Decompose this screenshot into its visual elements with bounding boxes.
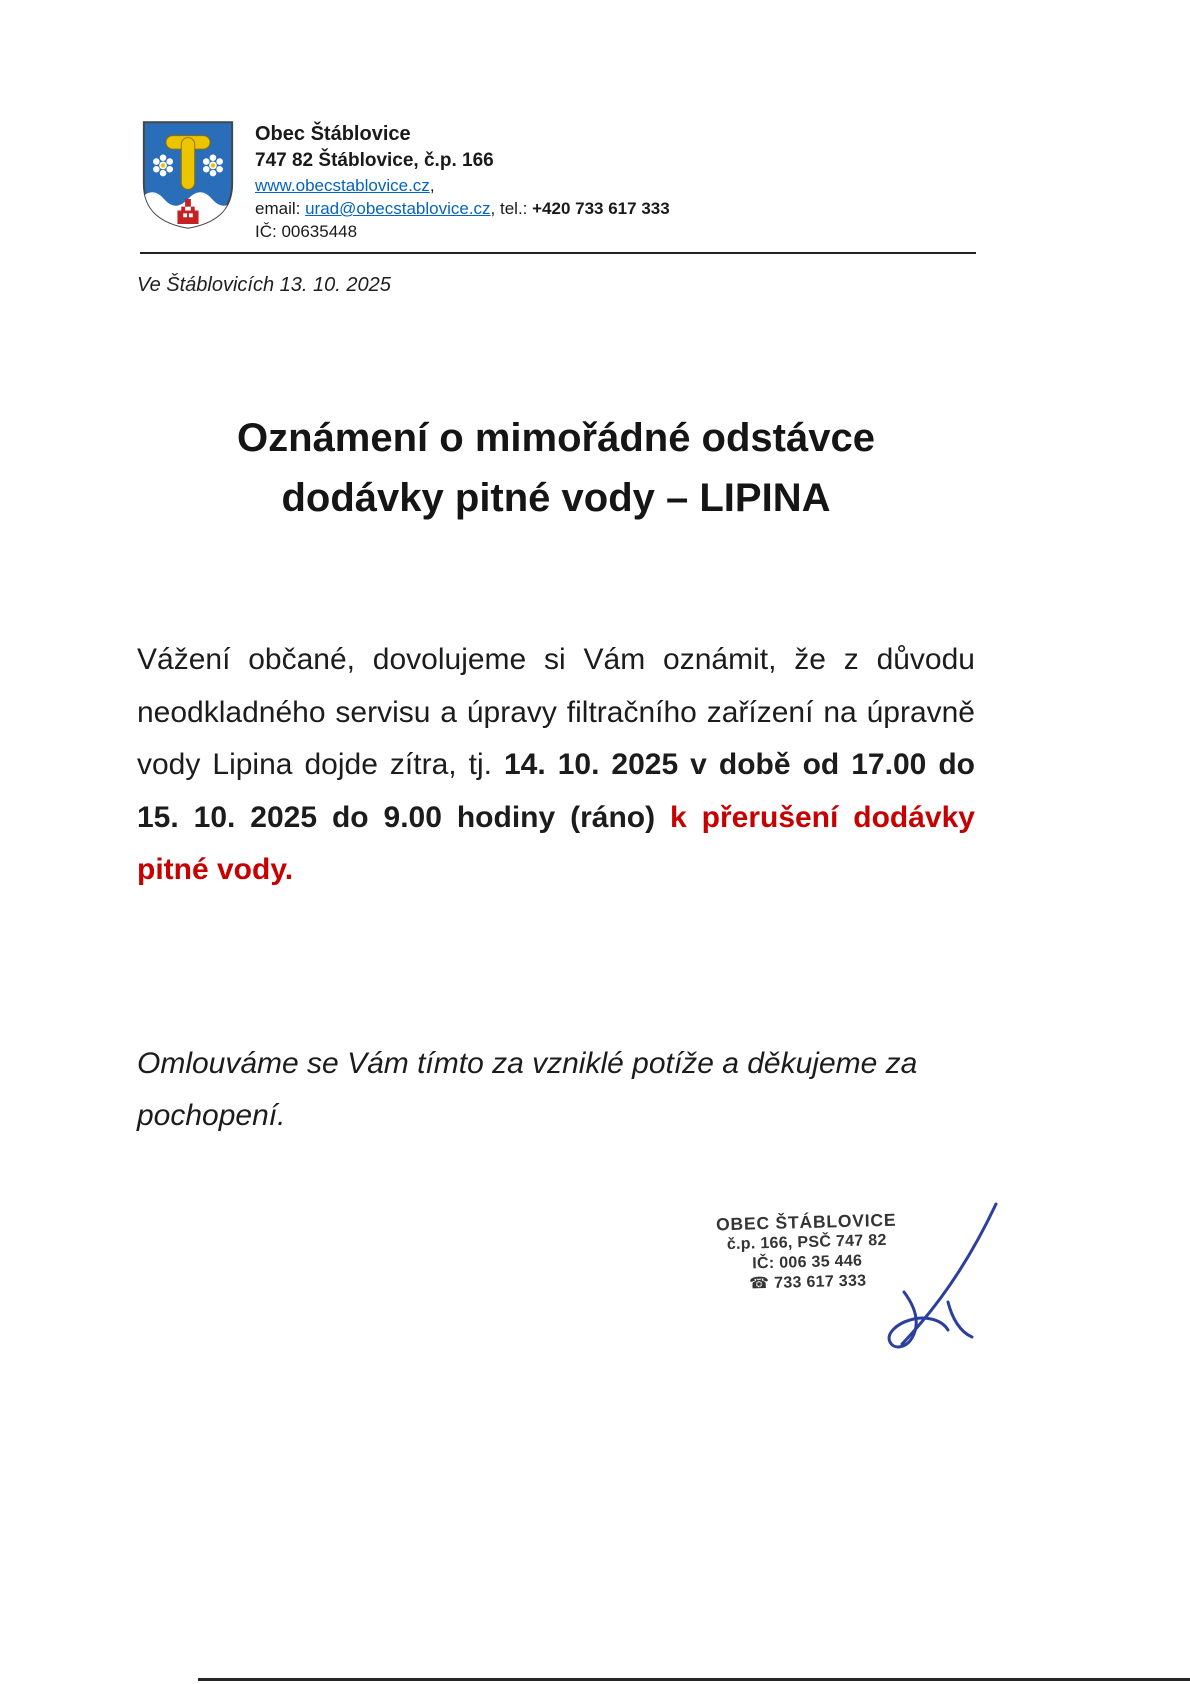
notice-title-line1: Oznámení o mimořádné odstávce — [237, 416, 875, 460]
phone-number: +420 733 617 333 — [532, 199, 670, 218]
tel-prefix: , tel.: — [490, 199, 533, 218]
body-text-normal: Vážení občané, dovolujeme si Vám oznámit, že z důvodu neodkladného servisu a úpravy filtračního zařízení na úpravně vody Lipina dojde zítra, tj. — [137, 643, 975, 781]
org-name: Obec Štáblovice — [255, 123, 411, 145]
letterhead-divider — [140, 252, 976, 254]
website-suffix: , — [429, 176, 435, 195]
body-text-red-warning: k přerušení dodávky pitné vody. — [137, 800, 975, 886]
notice-title — [137, 408, 975, 528]
municipality-coat-of-arms-icon — [140, 118, 236, 232]
email-line — [255, 197, 670, 220]
phone-icon: ☎ — [748, 1274, 770, 1293]
body-text-bold-dates: 14. 10. 2025 v době od 17.00 do 15. 10. 2025 do 9.00 hodiny (ráno) — [137, 748, 975, 834]
stamp-org-name: OBEC ŠTÁBLOVICE — [715, 1209, 897, 1235]
org-ic-number: IČ: 00635448 — [255, 222, 358, 241]
website-line — [255, 174, 670, 197]
handwritten-signature — [868, 1196, 1008, 1356]
body-paragraph — [137, 634, 975, 897]
scan-edge-artifact — [198, 1678, 1190, 1681]
letterhead — [140, 118, 670, 243]
letterhead-text — [255, 118, 670, 243]
email-link[interactable]: urad@obecstablovice.cz — [305, 199, 491, 218]
stamp-phone-number: 733 617 333 — [773, 1272, 867, 1292]
notice-title-line2: dodávky pitné vody – LIPINA — [281, 476, 831, 520]
org-address: 747 82 Štáblovice, č.p. 166 — [255, 150, 494, 171]
stamp-address: č.p. 166, PSČ 747 82 — [726, 1231, 887, 1254]
date-line: Ve Štáblovicích 13. 10. 2025 — [137, 274, 391, 296]
closing-paragraph: Omlouváme se Vám tímto za vzniklé potíže a děkujeme za pochopení. — [137, 1047, 918, 1132]
email-prefix: email: — [255, 199, 306, 218]
stamp-ic: IČ: 006 35 446 — [752, 1252, 863, 1273]
website-link[interactable]: www.obecstablovice.cz — [255, 176, 430, 195]
